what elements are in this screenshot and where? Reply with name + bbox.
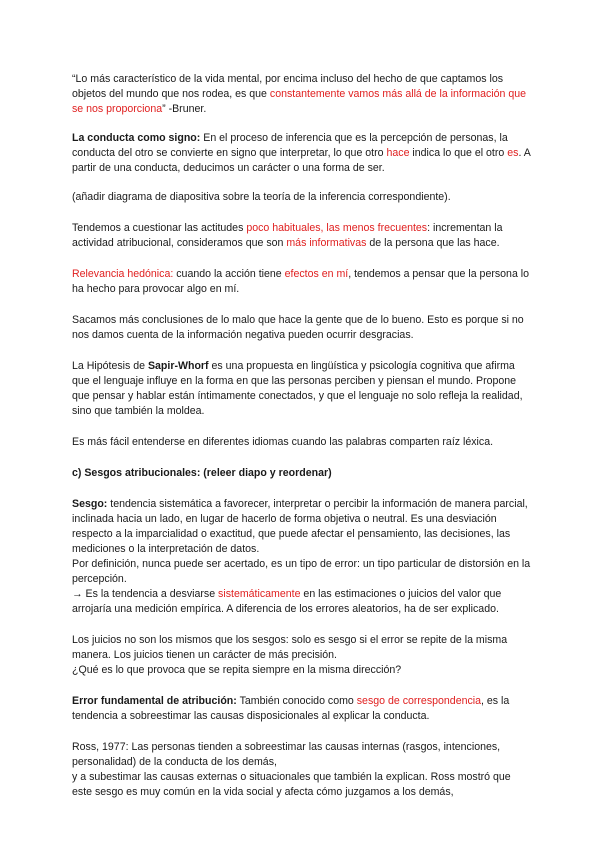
quote-text: “Lo más característico de la vida mental, por encima incluso del hecho de que captamos los objetos del mundo que nos rodea, es que <box>72 73 504 100</box>
sapir-whorf-term: Sapir-Whorf <box>147 360 209 372</box>
sesgo-definition <box>72 497 532 557</box>
sesgo-text-3: → Es la tendencia a desviarse <box>72 588 219 600</box>
quote-author: ” -Bruner. <box>162 103 207 115</box>
signo-text-3: . A partir de una conducta, deducimos un carácter o una forma de ser. <box>72 147 531 174</box>
ross-text-1: Ross, 1977: Las personas tienden a sobreestimar las causas internas (rasgos, intenciones, personalidad) de la conducta de los demás, <box>72 741 501 768</box>
relevancia-hedonica-term: Relevancia hedónica: <box>72 268 174 280</box>
sesgo-text-4: en las estimaciones o juicios del valor que arrojaría una medición empírica. A diferencia de los errores aleatorios, ha de ser explicado. <box>72 588 502 615</box>
conducta-signo-paragraph <box>72 131 532 176</box>
document-body <box>72 72 532 800</box>
signo-text-1: En el proceso de inferencia que es la percepción de personas, la conducta del otro se convierte en signo que interpretar, lo que otro <box>72 132 508 159</box>
conclusiones-paragraph: Sacamos más conclusiones de lo malo que hace la gente que de lo bueno. Esto es porque si no nos damos cuenta de la información negativa pueden ocurrir desgracias. <box>72 314 524 341</box>
sapir-text-2: es una propuesta en lingüística y psicología cognitiva que afirma que el lenguaje influye en la forma en que las personas perciben y piensan el mundo. Propone que pensar y hablar están íntimamente conectados, y que el lenguaje no solo refleja la realidad, sino que también la moldea. <box>72 360 523 417</box>
sesgo-block <box>72 497 532 617</box>
error-text-1: También conocido como <box>236 695 357 707</box>
idiomas-paragraph: Es más fácil entenderse en diferentes idiomas cuando las palabras comparten raíz léxica. <box>72 436 494 448</box>
hedonica-text-2: , tendemos a pensar que la persona lo ha hecho para provocar algo en mí. <box>72 268 530 295</box>
sesgo-arrow-note <box>72 587 532 617</box>
sesgo-highlight: sistemáticamente <box>218 588 301 600</box>
sesgos-heading-text: c) Sesgos atribucionales: (releer diapo y reordenar) <box>72 467 332 479</box>
diagram-note: (añadir diagrama de diapositiva sobre la teoría de la inferencia correspondiente). <box>72 191 451 203</box>
sesgo-text-1: tendencia sistemática a favorecer, interpretar o percibir la información de manera parcial, inclinada hacia un lado, en lugar de hacerlo de forma objetiva o neutral. Es una desviación respecto a la imparcialidad o exactitud, que puede afectar el pensamiento, las decisiones, las mediciones o la interpretación de datos. <box>72 498 528 555</box>
juicios-text: Los juicios no son los mismos que los sesgos: solo es sesgo si el error se repite de la misma manera. Los juicios tienen un carácter de más precisión. <box>72 634 508 661</box>
sesgo-heading: Sesgo: <box>72 498 108 510</box>
error-fundamental-paragraph <box>72 694 532 724</box>
actitudes-paragraph <box>72 221 532 251</box>
error-highlight: sesgo de correspondencia <box>356 695 482 707</box>
ross-block <box>72 740 532 800</box>
ross-text-2: y a subestimar las causas externas o situacionales que también la explican. Ross mostró que este sesgo es muy común en la vida social y afecta cómo juzgamos a los demás, <box>72 771 511 798</box>
quote-highlight: constantemente vamos más allá de la información que se nos proporciona <box>72 88 527 115</box>
section-heading-sesgos <box>72 466 532 481</box>
relevancia-hedonica-paragraph <box>72 267 532 297</box>
sapir-text-1: La Hipótesis de <box>72 360 148 372</box>
actitudes-text-2: : incrementan la actividad atribucional, consideramos que son <box>72 222 503 249</box>
juicios-block <box>72 633 532 678</box>
signo-highlight-hace: hace <box>386 147 410 159</box>
actitudes-text-3: de la persona que las hace. <box>366 237 500 249</box>
error-fundamental-heading: Error fundamental de atribución: <box>72 695 237 707</box>
actitudes-highlight-2: más informativas <box>286 237 367 249</box>
conducta-signo-heading: La conducta como signo: <box>72 132 201 144</box>
sesgo-error-note: Por definición, nunca puede ser acertado, es un tipo de error: un tipo particular de distorsión en la percepción. <box>72 558 531 585</box>
hedonica-text-1: cuando la acción tiene <box>173 268 285 280</box>
bruner-quote <box>72 72 532 117</box>
actitudes-text-1: Tendemos a cuestionar las actitudes <box>72 222 247 234</box>
juicios-question: ¿Qué es lo que provoca que se repita siempre en la misma dirección? <box>72 664 402 676</box>
signo-text-2: indica lo que el otro <box>409 147 508 159</box>
error-text-2: , es la tendencia a sobreestimar las causas disposicionales al explicar la conducta. <box>72 695 510 722</box>
signo-highlight-es: es <box>507 147 519 159</box>
hedonica-highlight: efectos en mí <box>284 268 349 280</box>
sapir-whorf-paragraph <box>72 359 532 419</box>
actitudes-highlight-1: poco habituales, las menos frecuentes <box>246 222 428 234</box>
